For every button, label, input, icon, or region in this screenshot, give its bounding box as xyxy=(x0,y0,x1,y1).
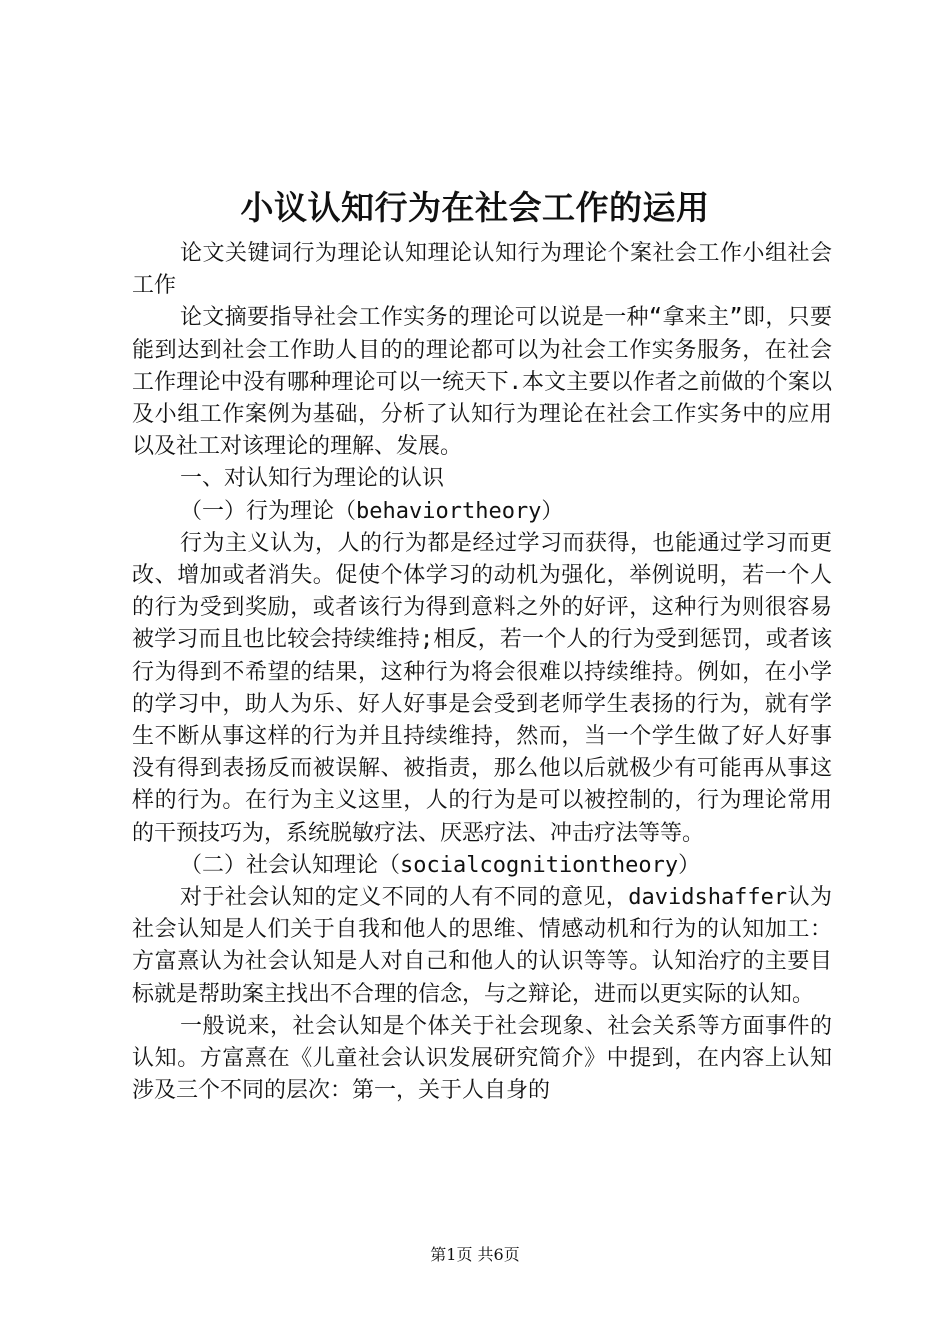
body-paragraph: 对于社会认知的定义不同的人有不同的意见，davidshaffer认为社会认知是人们关于自我和他人的思维、情感动机和行为的认知加工：方富熹认为社会认知是人对自己和他人的认识等等。认知治疗的主要目标就是帮助案主找出不合理的信念，与之辩论，进而以更实际的认知。 xyxy=(132,885,832,1007)
document-body xyxy=(132,238,832,1107)
body-paragraph: 行为主义认为，人的行为都是经过学习而获得，也能通过学习而更改、增加或者消失。促使个体学习的动机为强化，举例说明，若一个人的行为受到奖励，或者该行为得到意料之外的好评，这种行为则很容易被学习而且也比较会持续维持;相反，若一个人的行为受到惩罚，或者该行为得到不希望的结果，这种行为将会很难以持续维持。例如，在小学的学习中，助人为乐、好人好事是会受到老师学生表扬的行为，就有学生不断从事这样的行为并且持续维持，然而，当一个学生做了好人好事没有得到表扬反而被误解、被指责，那么他以后就极少有可能再从事这样的行为。在行为主义这里，人的行为是可以被控制的，行为理论常用的干预技巧为，系统脱敏疗法、厌恶疗法、冲击疗法等等。 xyxy=(132,530,832,846)
abstract-paragraph: 论文摘要指导社会工作实务的理论可以说是一种“拿来主”即，只要能到达到社会工作助人目的的理论都可以为社会工作实务服务，在社会工作理论中没有哪种理论可以一统天下.本文主要以作者之前做的个案以及小组工作案例为基础，分析了认知行为理论在社会工作实务中的应用以及社工对该理论的理解、发展。 xyxy=(132,305,832,460)
subsection-heading: （二）社会认知理论（socialcognitiontheory） xyxy=(180,852,701,878)
subsection-heading: （一）行为理论（behaviortheory） xyxy=(180,498,564,524)
section-heading: 一、对认知行为理论的认识 xyxy=(180,466,445,492)
keywords-paragraph: 论文关键词行为理论认知理论认知行为理论个案社会工作小组社会工作 xyxy=(132,241,832,299)
document-title: 小议认知行为在社会工作的运用 xyxy=(240,188,710,227)
body-paragraph: 一般说来，社会认知是个体关于社会现象、社会关系等方面事件的认知。方富熹在《儿童社会认识发展研究简介》中提到，在内容上认知涉及三个不同的层次：第一，关于人自身的 xyxy=(132,1013,832,1104)
page-number: 第1页 共6页 xyxy=(430,1245,520,1264)
